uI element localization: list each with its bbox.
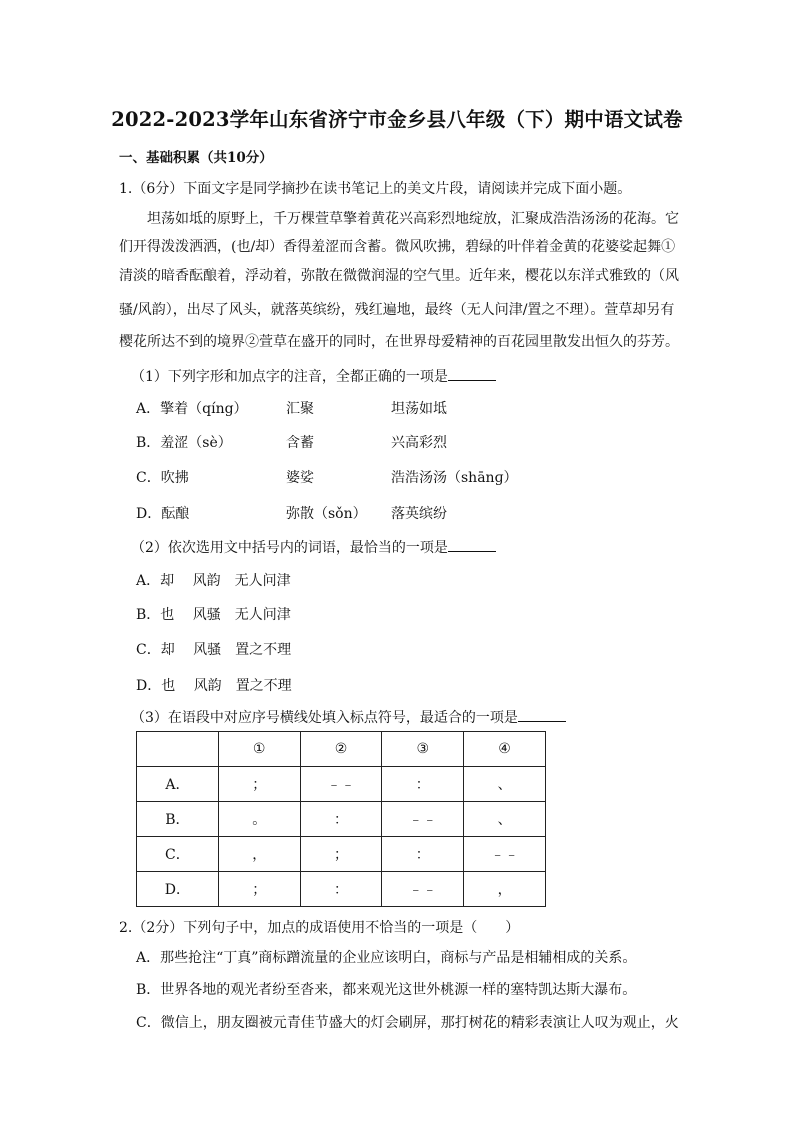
table-cell: ﹣﹣: [382, 802, 464, 837]
table-cell: 、: [464, 802, 546, 837]
table-row: [137, 837, 546, 872]
sub-question-2: [131, 537, 496, 557]
option-cell: 风骚: [193, 642, 222, 658]
table-cell: 、: [464, 767, 546, 802]
passage-line-2: 们开得泼泼洒洒，(也/却）香得羞涩而含蓄。微风吹拂，碧绿的叶伴着金黄的花婆娑起舞①: [119, 239, 676, 255]
table-cell: ﹣﹣: [300, 767, 382, 802]
table-row: [137, 872, 546, 907]
table-cell: ：: [382, 837, 464, 872]
option-cell: 酝酿: [161, 506, 190, 522]
option-row: [136, 604, 291, 624]
table-cell: ；: [300, 837, 382, 872]
table-cell: 。: [218, 802, 300, 837]
question-1-stem: 1.（6分）下面文字是同学摘抄在读书笔记上的美文片段，请阅读并完成下面小题。: [119, 181, 632, 197]
option-letter: D．: [136, 678, 162, 694]
option-letter: B．: [136, 435, 161, 451]
sub-question-3: [131, 707, 566, 727]
option-cell: 落英缤纷: [391, 506, 447, 522]
option-cell: 却: [160, 642, 175, 658]
option-cell: 风韵: [193, 678, 222, 694]
option-cell: 却: [160, 573, 175, 589]
option-letter: C．: [136, 470, 161, 486]
option-cell: 含蓄: [286, 435, 314, 451]
option-letter: C．: [136, 642, 161, 658]
table-row: [137, 767, 546, 802]
table-header-cell: ②: [300, 732, 382, 767]
table-header-row: [137, 732, 546, 767]
table-cell: C．: [137, 837, 219, 872]
option-cell: 无人问津: [234, 607, 291, 623]
option-row: [136, 675, 292, 695]
passage-line-3: 清淡的暗香酝酿着，浮动着，弥散在微微润湿的空气里。近年来，樱花以东洋式雅致的（风: [119, 268, 679, 284]
table-cell: ：: [300, 802, 382, 837]
answer-blank: [448, 539, 496, 552]
sub-question-2-stem: （2）依次选用文中括号内的词语，最恰当的一项是: [131, 540, 448, 556]
question-2-stem: 2.（2分）下列句子中，加点的成语使用不恰当的一项是（ ）: [119, 920, 520, 936]
table-cell: [137, 732, 219, 767]
option-cell: 兴高彩烈: [391, 435, 447, 451]
table-row: [137, 802, 546, 837]
option-cell: 婆娑: [286, 470, 314, 486]
option-row: [136, 467, 556, 487]
option-row: [136, 398, 556, 418]
table-cell: ：: [382, 767, 464, 802]
table-cell: D．: [137, 872, 219, 907]
table-cell: ：: [300, 872, 382, 907]
option-cell: 也: [161, 678, 176, 694]
option-cell: 置之不理: [235, 642, 292, 658]
sub-question-3-stem: （3）在语段中对应序号横线处填入标点符号，最适合的一项是: [131, 710, 518, 726]
table-cell: ﹣﹣: [382, 872, 464, 907]
option-row: [136, 432, 556, 452]
option-cell: 浩浩汤汤（shānɡ）: [391, 470, 518, 486]
section-heading: 一、基础积累（共10分）: [119, 150, 273, 166]
option-cell: 羞涩（sè）: [160, 435, 232, 451]
option-row: [136, 503, 556, 523]
table-cell: ﹣﹣: [464, 837, 546, 872]
passage-line-4: 骚/风韵），出尽了风头，就落英缤纷，残红遍地，最终（无人问津/置之不理）。萱草却另有: [119, 302, 675, 318]
option-cell: 也: [160, 607, 175, 623]
option-cell: 汇聚: [286, 401, 314, 417]
table-header-cell: ①: [218, 732, 300, 767]
option-cell: 置之不理: [235, 678, 292, 694]
sub-question-1: [131, 366, 496, 386]
table-cell: ，: [464, 872, 546, 907]
passage-line-1: 坦荡如坻的原野上，千万棵萱草擎着黄花兴高彩烈地绽放，汇聚成浩浩汤汤的花海。它: [147, 211, 679, 227]
option-cell: 坦荡如坻: [391, 401, 447, 417]
option-letter: A．: [136, 573, 161, 589]
table-cell: ；: [218, 767, 300, 802]
table-cell: ；: [218, 872, 300, 907]
table-cell: ，: [218, 837, 300, 872]
question-2-option-b: B．世界各地的观光者纷至沓来，都来观光这世外桃源一样的塞特凯达斯大瀑布。: [136, 982, 637, 998]
option-cell: 风骚: [192, 607, 221, 623]
passage-line-5: 樱花所达不到的境界②萱草在盛开的同时，在世界母爱精神的百花园里散发出恒久的芬芳。: [119, 334, 679, 350]
option-cell: 无人问津: [234, 573, 291, 589]
option-letter: A．: [136, 401, 161, 417]
option-letter: B．: [136, 607, 161, 623]
option-row: [136, 570, 291, 590]
table-header-cell: ④: [464, 732, 546, 767]
table-cell: A．: [137, 767, 219, 802]
sub-question-1-stem: （1）下列字形和加点字的注音，全都正确的一项是: [131, 369, 448, 385]
option-cell: 风韵: [192, 573, 221, 589]
table-header-cell: ③: [382, 732, 464, 767]
option-cell: 吹拂: [160, 470, 189, 486]
answer-blank: [448, 368, 496, 381]
question-2-option-c: C．微信上，朋友圈被元青佳节盛大的灯会刷屏，那打树花的精彩表演让人叹为观止，火: [136, 1015, 679, 1031]
answer-blank: [518, 709, 566, 722]
option-cell: 擎着（qíng）: [160, 401, 248, 417]
table-cell: B．: [137, 802, 219, 837]
option-row: [136, 639, 291, 659]
punctuation-table: [136, 731, 546, 907]
page-title: 2022-2023学年山东省济宁市金乡县八年级（下）期中语文试卷: [111, 108, 683, 131]
question-2-option-a: A．那些抢注“丁真”商标蹭流量的企业应该明白，商标与产品是相辅相成的关系。: [136, 950, 637, 966]
option-cell: 弥散（sǒn）: [286, 506, 367, 522]
option-letter: D．: [136, 506, 162, 522]
